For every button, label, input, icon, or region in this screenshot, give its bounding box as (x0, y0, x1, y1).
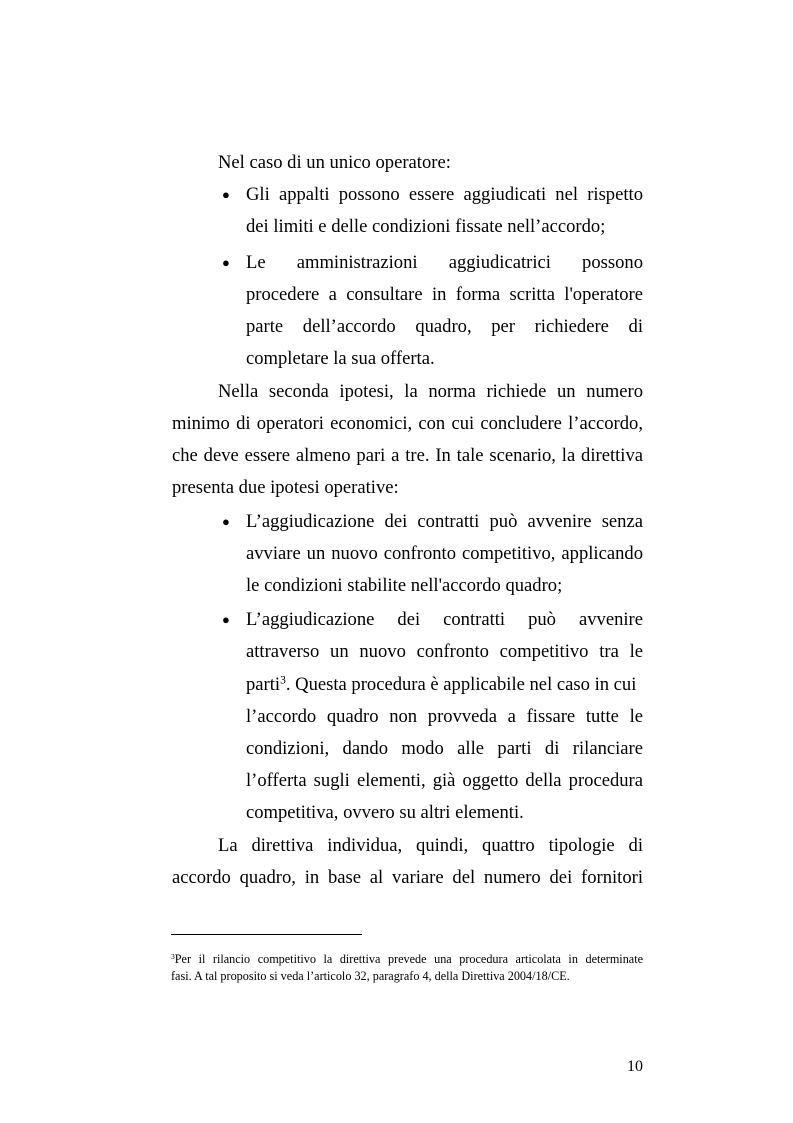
para3-line1: La direttiva individua, quindi, quattro tipologie di (218, 835, 643, 856)
bullet-icon: ● (222, 612, 230, 627)
footnote-text: Per il rilancio competitivo la direttiva prevede una procedura articolata in determinate (174, 952, 643, 967)
list1-item2-line3: parte dell’accordo quadro, per richiedere di (246, 316, 643, 337)
footnote-marker: 3 (171, 952, 175, 962)
list1-item2-line1: Le amministrazioni aggiudicatrici possono (246, 252, 643, 273)
list2-item2-line1: L’aggiudicazione dei contratti può avvenire (246, 609, 643, 630)
list1-item2-line2: procedere a consultare in forma scritta l'operatore (246, 284, 643, 305)
bullet-icon: ● (222, 514, 230, 529)
text-fragment: parti (246, 674, 281, 695)
text-fragment: . Questa procedura è applicabile nel caso in cui (285, 674, 637, 695)
bullet-icon: ● (222, 187, 230, 202)
footnote-line2: fasi. A tal proposito si veda l’articolo 32, paragrafo 4, della Direttiva 2004/18/CE. (171, 969, 570, 984)
intro-line: Nel caso di un unico operatore: (218, 152, 451, 173)
list2-item2-line4: l’accordo quadro non provveda a fissare tutte le (246, 706, 643, 727)
para2-line3: che deve essere almeno pari a tre. In tale scenario, la direttiva (172, 445, 643, 466)
list1-item1-line2: dei limiti e delle condizioni fissate nell’accordo; (246, 216, 606, 237)
list2-item1-line1: L’aggiudicazione dei contratti può avvenire senza (246, 511, 643, 532)
list2-item1-line3: le condizioni stabilite nell'accordo quadro; (246, 575, 563, 596)
list2-item2-line2: attraverso un nuovo confronto competitivo tra le (246, 641, 643, 662)
para2-line1: Nella seconda ipotesi, la norma richiede un numero (218, 381, 643, 402)
list2-item2-line6: l’offerta sugli elementi, già oggetto della procedura (246, 770, 643, 791)
para3-line2: accordo quadro, in base al variare del numero dei fornitori (172, 867, 643, 888)
page-number: 10 (627, 1058, 643, 1075)
list2-item2-line7: competitiva, ovvero su altri elementi. (246, 802, 524, 823)
footnote-line1 (171, 952, 643, 967)
footnote-separator (171, 934, 362, 935)
list2-item2-line5: condizioni, dando modo alle parti di rilanciare (246, 738, 643, 759)
para2-line4: presenta due ipotesi operative: (172, 477, 399, 498)
para2-line2: minimo di operatori economici, con cui concludere l’accordo, (172, 413, 643, 434)
list1-item1-line1: Gli appalti possono essere aggiudicati nel rispetto (246, 184, 643, 205)
list1-item2-line4: completare la sua offerta. (246, 348, 435, 369)
footnote-reference: 3 (280, 674, 286, 687)
bullet-icon: ● (222, 255, 230, 270)
list2-item1-line2: avviare un nuovo confronto competitivo, applicando (246, 543, 643, 564)
list2-item2-line3 (246, 674, 636, 696)
